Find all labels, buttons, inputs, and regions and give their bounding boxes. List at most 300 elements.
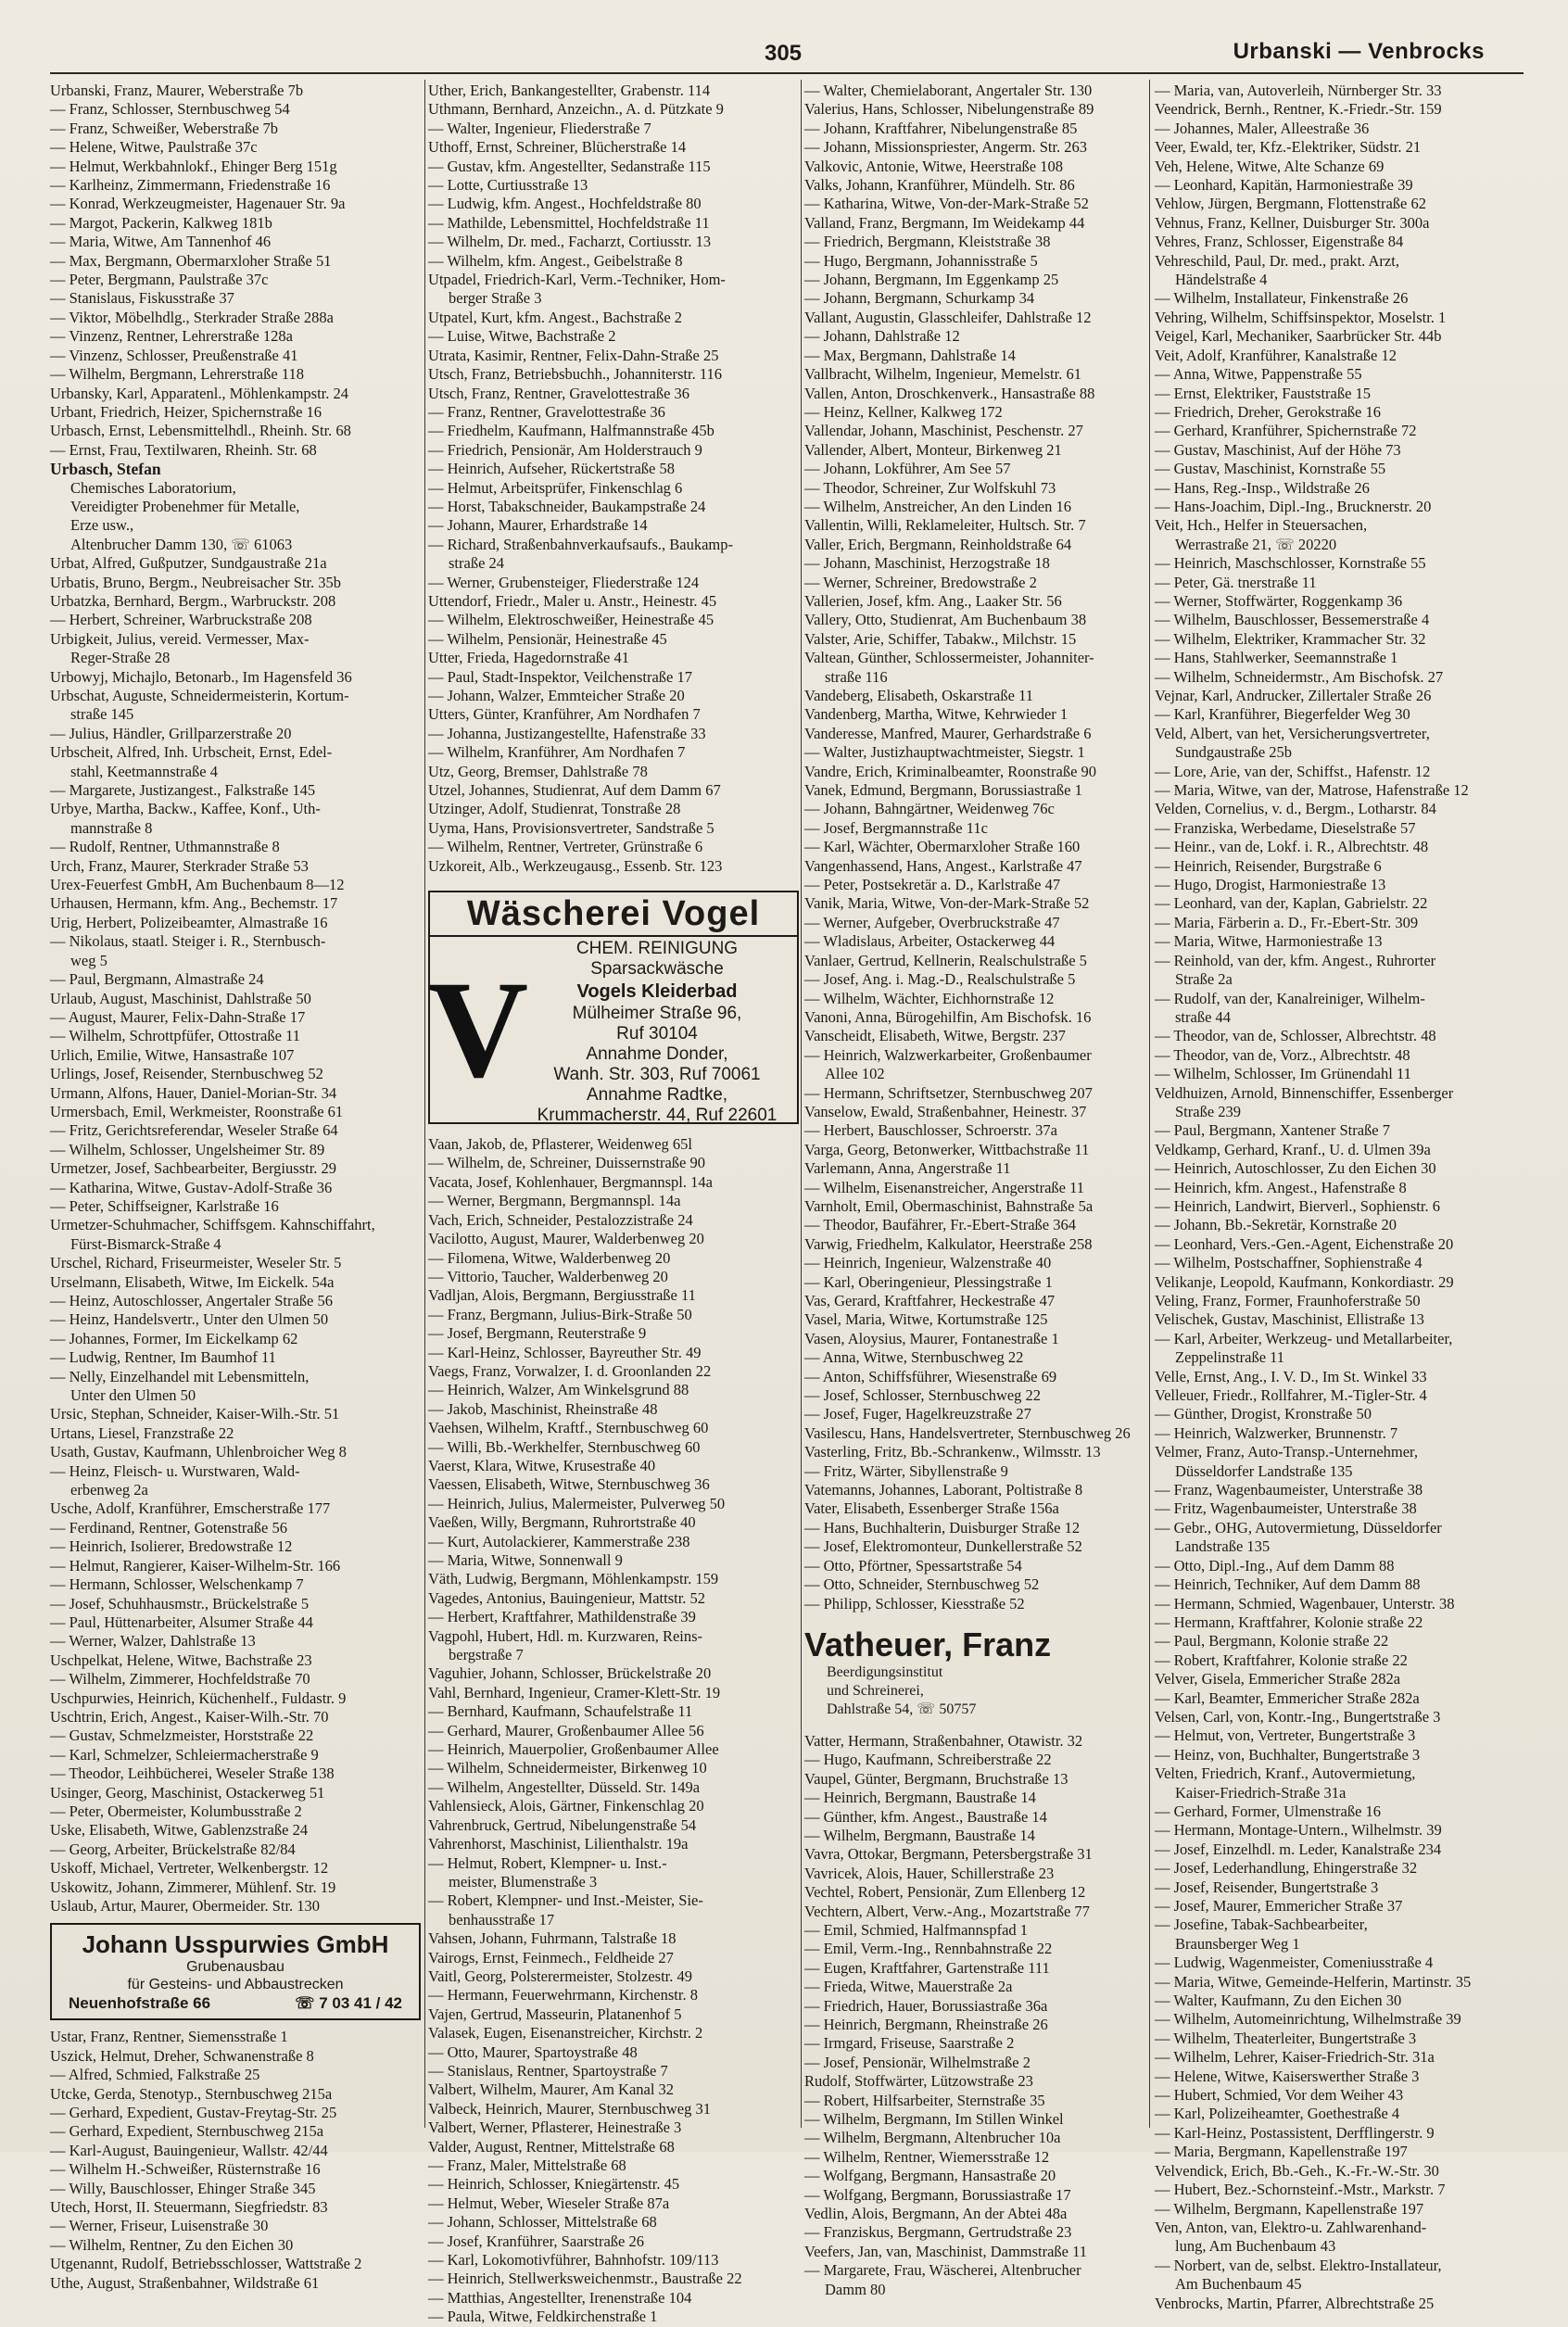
directory-entry: — Maria, Witwe, van der, Matrose, Hafenstraße 12 xyxy=(1155,781,1469,800)
directory-entry: Urmersbach, Emil, Werkmeister, Roonstraße 61 xyxy=(50,1102,344,1120)
directory-entry: — Paul, Stadt-Inspektor, Veilchenstraße 17 xyxy=(428,667,692,686)
directory-entry: Vaerst, Klara, Witwe, Krusestraße 40 xyxy=(428,1456,656,1474)
directory-entry: — Eugen, Kraftfahrer, Gartenstraße 111 xyxy=(804,1958,1050,1977)
directory-entry: — Karlheinz, Zimmermann, Friedenstraße 16 xyxy=(50,176,331,195)
directory-entry: — Rudolf, Rentner, Uthmannstraße 8 xyxy=(50,838,280,856)
directory-entry: — Günther, Drogist, Kronstraße 50 xyxy=(1155,1405,1372,1423)
directory-entry: — Filomena, Witwe, Walderbenweg 20 xyxy=(428,1248,671,1267)
directory-entry: Valbert, Wilhelm, Maurer, Am Kanal 32 xyxy=(428,2080,675,2099)
directory-entry: Varwig, Friedhelm, Kalkulator, Heerstraße 258 xyxy=(804,1234,1093,1253)
directory-entry: — Friedrich, Bergmann, Kleiststraße 38 xyxy=(804,233,1051,251)
directory-entry: Vanik, Maria, Witwe, Von-der-Mark-Straße 52 xyxy=(804,894,1090,913)
directory-entry: — Maria, Witwe, Gemeinde-Helferin, Martinstr. 35 xyxy=(1155,1972,1472,1991)
directory-entry: — Maria, Färberin a. D., Fr.-Ebert-Str. 309 xyxy=(1155,913,1419,931)
directory-entry: — Karl, Arbeiter, Werkzeug- und Metallarbeiter, xyxy=(1155,1329,1453,1347)
directory-entry: Vandenberg, Martha, Witwe, Kehrwieder 1 xyxy=(804,705,1069,724)
directory-entry: Landstraße 135 xyxy=(1175,1537,1271,1556)
directory-entry: — Karl, Polizeiheamter, Goethestraße 4 xyxy=(1155,2105,1400,2123)
directory-entry: — Johann, Dahlstraße 12 xyxy=(804,327,960,346)
ad-line: CHEM. REINIGUNG xyxy=(575,939,739,959)
directory-entry: — Gerhard, Maurer, Großenbaumer Allee 56 xyxy=(428,1721,704,1739)
directory-entry: Uskowitz, Johann, Zimmerer, Mühlenf. Str. 19 xyxy=(50,1878,336,1896)
ad-line: Mülheimer Straße 96, xyxy=(572,1004,742,1024)
directory-entry: — Josef, Bergmann, Reuterstraße 9 xyxy=(428,1324,647,1343)
directory-entry: Vandre, Erich, Kriminalbeamter, Roonstraße 90 xyxy=(804,762,1097,780)
directory-entry: — Otto, Pförtner, Spessartstraße 54 xyxy=(804,1556,1022,1575)
directory-entry: — Paul, Bergmann, Kolonie straße 22 xyxy=(1155,1632,1389,1650)
directory-entry: — Josef, Ang. i. Mag.-D., Realschulstraße 5 xyxy=(804,970,1076,989)
directory-entry: Utech, Horst, II. Steuermann, Siegfriedstr. 83 xyxy=(50,2198,328,2217)
directory-entry: Utzinger, Adolf, Studienrat, Tonstraße 28 xyxy=(428,800,681,818)
directory-entry: — Horst, Tabakschneider, Baukampstraße 24 xyxy=(428,497,706,515)
directory-entry: — Frieda, Witwe, Mauerstraße 2a xyxy=(804,1978,1013,1996)
ad-line: Vogels Kleiderbad xyxy=(576,981,738,1003)
directory-entry: — Alfred, Schmied, Falkstraße 25 xyxy=(50,2066,260,2084)
directory-entry: Vacilotto, August, Maurer, Walderbenweg 20 xyxy=(428,1230,704,1248)
directory-entry: — Franz, Bergmann, Julius-Birk-Straße 50 xyxy=(428,1305,692,1323)
directory-entry: — Franz, Rentner, Gravelottestraße 36 xyxy=(428,402,665,421)
directory-entry: Werrastraße 21, ☏ 20220 xyxy=(1175,535,1337,553)
directory-entry: — Johann, Maurer, Erhardstraße 14 xyxy=(428,516,648,535)
directory-entry: Utzel, Johannes, Studienrat, Auf dem Damm 67 xyxy=(428,781,721,800)
directory-entry: Ustar, Franz, Rentner, Siemensstraße 1 xyxy=(50,2028,288,2046)
directory-entry: — Ludwig, kfm. Angest., Hochfeldstraße 80 xyxy=(428,195,702,213)
directory-entry: Velikanje, Leopold, Kaufmann, Konkordiastr. 29 xyxy=(1155,1272,1454,1291)
directory-entry: — Theodor, Leihbücherei, Weseler Straße 138 xyxy=(50,1764,335,1783)
directory-entry: Urtans, Liesel, Franzstraße 22 xyxy=(50,1423,234,1442)
directory-entry: Vach, Erich, Schneider, Pestalozzistraße 24 xyxy=(428,1210,693,1229)
directory-entry: — Johann, Lokführer, Am See 57 xyxy=(804,460,1011,478)
directory-entry: — Emil, Verm.-Ing., Rennbahnstraße 22 xyxy=(804,1940,1053,1958)
directory-entry: — Lore, Arie, van der, Schiffst., Hafenstr. 12 xyxy=(1155,762,1431,780)
directory-entry: Valkovic, Antonie, Witwe, Heerstraße 108 xyxy=(804,157,1064,175)
directory-entry: — Gustav, Maschinist, Kornstraße 55 xyxy=(1155,460,1386,478)
directory-entry: Chemisches Laboratorium, xyxy=(70,478,236,497)
directory-entry: Allee 102 xyxy=(825,1065,885,1083)
directory-entry: — Josef, Maurer, Emmericher Straße 37 xyxy=(1155,1897,1403,1915)
directory-entry: Vandeberg, Elisabeth, Oskarstraße 11 xyxy=(804,687,1033,704)
directory-entry: — Helene, Witwe, Kaiserswerther Straße 3 xyxy=(1155,2067,1420,2085)
directory-entry: — Wolfgang, Bergmann, Borussiastraße 17 xyxy=(804,2185,1071,2204)
directory-entry: Uskoff, Michael, Vertreter, Welkenbergstr. 12 xyxy=(50,1859,329,1878)
directory-entry: — Theodor, van de, Vorz., Albrechtstr. 48 xyxy=(1155,1045,1410,1064)
directory-entry: Vedlin, Alois, Bergmann, An der Abtei 48a xyxy=(804,2205,1068,2223)
directory-entry: — Heinrich, Landwirt, Bierverl., Sophienstr. 6 xyxy=(1155,1196,1440,1215)
directory-entry: — Johann, Bb.-Sekretär, Kornstraße 20 xyxy=(1155,1216,1397,1234)
column-1-entries-after xyxy=(50,2028,421,2293)
directory-entry: — Hermann, Montage-Untern., Wilhelmstr. 39 xyxy=(1155,1821,1442,1840)
ad-line: Annahme Radtke, xyxy=(586,1085,728,1106)
directory-entry: Vasterling, Fritz, Bb.-Schrankenw., Wilmsstr. 13 xyxy=(804,1443,1101,1461)
directory-entry: — Heinrich, Walzwerker, Brunnenstr. 7 xyxy=(1155,1423,1398,1442)
directory-entry: — Margot, Packerin, Kalkweg 181b xyxy=(50,213,272,232)
directory-entry: Urbye, Martha, Backw., Kaffee, Konf., Uth- xyxy=(50,800,321,818)
directory-entry: Vehnus, Franz, Kellner, Duisburger Str. 300a xyxy=(1155,213,1430,232)
directory-entry: Urch, Franz, Maurer, Sterkrader Straße 53 xyxy=(50,856,309,875)
directory-entry: Uttendorf, Friedr., Maler u. Anstr., Heinestr. 45 xyxy=(428,591,717,610)
directory-entry: Sundgaustraße 25b xyxy=(1175,743,1293,762)
directory-entry: — Wilhelm, Bauschlosser, Bessemerstraße 4 xyxy=(1155,611,1430,629)
directory-entry: — Nikolaus, staatl. Steiger i. R., Sternbusch- xyxy=(50,932,326,951)
directory-entry: — Wilhelm, Lehrer, Kaiser-Friedrich-Str. 31a xyxy=(1155,2048,1435,2067)
directory-entry: — Julius, Händler, Grillparzerstraße 20 xyxy=(50,724,292,742)
directory-entry: — Wilhelm, Bergmann, Altenbrucher 10a xyxy=(804,2129,1061,2147)
directory-entry: — Wilhelm, Automeinrichtung, Wilhelmstraße 39 xyxy=(1155,2010,1461,2029)
directory-entry: — Helmut, Weber, Wieseler Straße 87a xyxy=(428,2194,670,2212)
directory-entry: — Vittorio, Taucher, Walderbenweg 20 xyxy=(428,1267,668,1285)
directory-entry: Erze usw., xyxy=(70,516,134,535)
directory-entry: Uschpurwies, Heinrich, Küchenhelf., Fuldastr. 9 xyxy=(50,1688,347,1707)
directory-entry: — Franz, Wagenbaumeister, Unterstraße 38 xyxy=(1155,1481,1423,1499)
directory-entry: — Wilhelm, Schneidermstr., Am Bischofsk. 27 xyxy=(1155,667,1444,686)
directory-entry: — Heinrich, Stellwerksweichenmstr., Baustraße 22 xyxy=(428,2270,742,2288)
directory-entry: Vahl, Bernhard, Ingenieur, Cramer-Klett-Str. 19 xyxy=(428,1683,721,1701)
directory-entry: Utters, Günter, Kranführer, Am Nordhafen 7 xyxy=(428,705,701,724)
directory-entry: Unter den Ulmen 50 xyxy=(70,1386,196,1405)
directory-entry: — Helmut, von, Vertreter, Bungertstraße 3 xyxy=(1155,1726,1416,1745)
directory-entry: — Anna, Witwe, Pappenstraße 55 xyxy=(1155,365,1362,384)
directory-entry: — Herbert, Schreiner, Warbruckstraße 208 xyxy=(50,611,312,629)
directory-entry: — Gerhard, Former, Ulmenstraße 16 xyxy=(1155,1802,1382,1820)
directory-entry: Urbigkeit, Julius, vereid. Vermesser, Max- xyxy=(50,629,310,648)
ad-body xyxy=(523,939,791,1126)
directory-entry: Vehres, Franz, Schlosser, Eigenstraße 84 xyxy=(1155,233,1404,251)
directory-entry: — Katharina, Witwe, Gustav-Adolf-Straße 36 xyxy=(50,1178,333,1196)
directory-entry: Uther, Erich, Bankangestellter, Grabenstr. 114 xyxy=(428,82,711,99)
directory-entry: Vaeßen, Willy, Bergmann, Ruhrortstraße 40 xyxy=(428,1513,696,1532)
directory-entry: Vahlensieck, Alois, Gärtner, Finkenschlag 20 xyxy=(428,1797,704,1815)
directory-entry: — Max, Bergmann, Dahlstraße 14 xyxy=(804,346,1016,364)
directory-entry: — Heinrich, Maschschlosser, Kornstraße 55 xyxy=(1155,554,1426,573)
directory-entry: — Anton, Schiffsführer, Wiesenstraße 69 xyxy=(804,1367,1057,1385)
directory-entry: Varga, Georg, Betonwerker, Wittbachstraße 11 xyxy=(804,1140,1090,1158)
directory-entry: — Ernst, Elektriker, Fauststraße 15 xyxy=(1155,384,1372,402)
directory-entry: — Wilhelm, Zimmerer, Hochfeldstraße 70 xyxy=(50,1670,310,1688)
directory-entry: Vasel, Maria, Witwe, Kortumstraße 125 xyxy=(804,1310,1048,1329)
directory-entry: — Heinrich, Techniker, Auf dem Damm 88 xyxy=(1155,1575,1421,1594)
directory-entry: — Lotte, Curtiusstraße 13 xyxy=(428,176,588,195)
directory-entry: — Karl, Oberingenieur, Plessingstraße 1 xyxy=(804,1272,1053,1291)
directory-entry: Utsch, Franz, Rentner, Gravelottestraße 36 xyxy=(428,384,690,402)
directory-entry: Urbschat, Auguste, Schneidermeisterin, Kortum- xyxy=(50,687,349,704)
directory-entry: — Josef, Schlosser, Sternbuschweg 22 xyxy=(804,1386,1042,1405)
directory-entry: — Anna, Witwe, Sternbuschweg 22 xyxy=(804,1348,1024,1367)
directory-entry: — Wilhelm, Bergmann, Kapellenstraße 197 xyxy=(1155,2199,1424,2218)
directory-entry: — Wilhelm, Bergmann, Lehrerstraße 118 xyxy=(50,365,304,384)
directory-entry: — Walter, Kaufmann, Zu den Eichen 30 xyxy=(1155,1992,1402,2010)
directory-entry: Utpatel, Kurt, kfm. Angest., Bachstraße 2 xyxy=(428,308,683,326)
directory-entry: — Helmut, Robert, Klempner- u. Inst.- xyxy=(428,1853,667,1872)
ad-line: Ruf 30104 xyxy=(616,1024,698,1044)
directory-entry: Velten, Friedrich, Kranf., Autovermietung, xyxy=(1155,1764,1416,1783)
ad-line: Grubenausbau xyxy=(186,1959,285,1976)
header-rule xyxy=(50,72,1524,74)
directory-entry: — Werner, Grubensteiger, Fliederstraße 124 xyxy=(428,573,700,591)
advertisement-vatheuer xyxy=(804,1623,1175,1723)
directory-entry: — Willi, Bb.-Werkhelfer, Sternbuschweg 60 xyxy=(428,1437,701,1456)
directory-entry: — Karl-Heinz, Postassistent, Derfflingerstr. 9 xyxy=(1155,2123,1435,2142)
directory-entry: — Friedrich, Hauer, Borussiastraße 36a xyxy=(804,1996,1048,2015)
directory-entry: — Fritz, Wagenbaumeister, Unterstraße 38 xyxy=(1155,1499,1417,1518)
directory-entry: — Walter, Ingenieur, Fliederstraße 7 xyxy=(428,119,651,137)
directory-entry: — Paula, Witwe, Feldkirchenstraße 1 xyxy=(428,2308,658,2326)
directory-entry: — Josef, Elektromonteur, Dunkellerstraße 52 xyxy=(804,1537,1082,1556)
directory-entry: — Emil, Schmied, Halfmannspfad 1 xyxy=(804,1920,1029,1939)
directory-entry: Usinger, Georg, Maschinist, Ostackerweg 51 xyxy=(50,1783,325,1802)
directory-entry: Vallen, Anton, Droschkenverk., Hansastraße 88 xyxy=(804,384,1095,402)
directory-entry: — Friedrich, Dreher, Gerokstraße 16 xyxy=(1155,402,1382,421)
directory-entry: — Paul, Bergmann, Almastraße 24 xyxy=(50,970,264,989)
directory-entry: — Hubert, Bez.-Schornsteinf.-Mstr., Markstr. 7 xyxy=(1155,2181,1446,2199)
directory-entry: — August, Maurer, Felix-Dahn-Straße 17 xyxy=(50,1007,306,1026)
directory-entry: — Hans, Buchhalterin, Duisburger Straße 12 xyxy=(804,1518,1081,1537)
directory-entry: — Heinz, von, Buchhalter, Bungertstraße 3 xyxy=(1155,1745,1421,1764)
directory-entry: Urlaub, August, Maschinist, Dahlstraße 50 xyxy=(50,989,311,1007)
directory-entry: — Johann, Maschinist, Herzogstraße 18 xyxy=(804,554,1050,573)
directory-entry: — Josef, Bergmannstraße 11c xyxy=(804,818,988,837)
directory-entry: Varnholt, Emil, Obermaschinist, Bahnstraße 5a xyxy=(804,1196,1094,1215)
column-divider xyxy=(424,80,425,2128)
directory-entry: — Johann, Bergmann, Im Eggenkamp 25 xyxy=(804,271,1059,289)
directory-entry: — Johann, Walzer, Emmteicher Straße 20 xyxy=(428,687,685,704)
directory-entry: — Luise, Witwe, Bachstraße 2 xyxy=(428,327,616,346)
directory-entry: — Heinrich, Autoschlosser, Zu den Eichen 30 xyxy=(1155,1159,1436,1178)
ad-address: Neuenhofstraße 66 xyxy=(69,1994,211,2013)
directory-entry: Veit, Adolf, Kranführer, Kanalstraße 12 xyxy=(1155,346,1397,364)
directory-entry: Valks, Johann, Kranführer, Mündelh. Str. 86 xyxy=(804,176,1075,195)
directory-entry: — Vinzenz, Schlosser, Preußenstraße 41 xyxy=(50,346,298,364)
directory-entry: Vallerien, Josef, kfm. Ang., Laaker Str. 56 xyxy=(804,591,1062,610)
directory-entry: Vatemanns, Johannes, Laborant, Poltistraße 8 xyxy=(804,1481,1083,1499)
directory-entry: Uslaub, Artur, Maurer, Obermeider. Str. 130 xyxy=(50,1897,321,1915)
directory-entry: Vavricek, Alois, Hauer, Schillerstraße 23 xyxy=(804,1864,1055,1882)
directory-entry: Vavra, Ottokar, Bergmann, Petersbergstraße 31 xyxy=(804,1845,1093,1864)
directory-entry: Urmetzer-Schuhmacher, Schiffsgem. Kahnschiffahrt, xyxy=(50,1216,375,1234)
directory-entry: Utter, Frieda, Hagedornstraße 41 xyxy=(428,649,629,667)
column-4-entries xyxy=(1155,82,1525,2313)
directory-entry: — Wilhelm, Bergmann, Baustraße 14 xyxy=(804,1826,1035,1844)
directory-entry: — Hermann, Schlosser, Welschenkamp 7 xyxy=(50,1575,304,1594)
directory-entry: Urmetzer, Josef, Sachbearbeiter, Bergiusstr. 29 xyxy=(50,1159,337,1178)
directory-entry: — Hubert, Schmied, Vor dem Weiher 43 xyxy=(1155,2086,1404,2105)
directory-entry: — Ernst, Frau, Textilwaren, Rheinh. Str. 68 xyxy=(50,440,317,459)
directory-entry: — Josef, Lederhandlung, Ehingerstraße 32 xyxy=(1155,1859,1418,1878)
directory-entry: bergstraße 7 xyxy=(449,1646,524,1664)
directory-entry: Velsen, Carl, von, Kontr.-Ing., Bungertstraße 3 xyxy=(1155,1707,1441,1726)
column-4 xyxy=(1155,82,1525,2312)
directory-entry: Urbowyj, Michajlo, Betonarb., Im Hagensfeld 36 xyxy=(50,667,352,686)
ad-phone: ☏ 7 03 41 / 42 xyxy=(295,1994,402,2013)
directory-entry: Utz, Georg, Bremser, Dahlstraße 78 xyxy=(428,762,648,780)
directory-entry: — Wilhelm, Rentner, Zu den Eichen 30 xyxy=(50,2235,294,2254)
directory-entry: — Franziska, Werbedame, Dieselstraße 57 xyxy=(1155,818,1416,837)
directory-entry: — Karl, Wächter, Obermarxloher Straße 160 xyxy=(804,838,1081,856)
directory-entry: — Theodor, Schreiner, Zur Wolfskuhl 73 xyxy=(804,478,1056,497)
directory-entry: — Reinhold, van der, kfm. Angest., Ruhrorter xyxy=(1155,951,1436,969)
directory-entry: — Margarete, Frau, Wäscherei, Altenbrucher xyxy=(804,2261,1081,2280)
directory-entry: Vadljan, Alois, Bergmann, Bergiusstraße 11 xyxy=(428,1286,696,1305)
directory-entry: — Wilhelm, Kranführer, Am Nordhafen 7 xyxy=(428,743,686,762)
directory-entry: Valbert, Werner, Pflasterer, Heinestraße 3 xyxy=(428,2118,682,2137)
directory-entry: Vallender, Albert, Monteur, Birkenweg 21 xyxy=(804,440,1062,459)
directory-entry: — Richard, Straßenbahnverkaufsaufs., Baukamp- xyxy=(428,535,733,553)
directory-entry: Uschtrin, Erich, Angest., Kaiser-Wilh.-Str. 70 xyxy=(50,1707,329,1726)
directory-entry: Altenbrucher Damm 130, ☏ 61063 xyxy=(70,535,293,553)
directory-entry: Valler, Erich, Bergmann, Reinholdstraße 64 xyxy=(804,535,1072,553)
directory-entry: — Heinrich, Schlosser, Kniegärtenstr. 45 xyxy=(428,2175,680,2194)
directory-entry: — Johannes, Maler, Alleestraße 36 xyxy=(1155,119,1370,137)
directory-entry: — Heinz, Handelsvertr., Unter den Ulmen 50 xyxy=(50,1310,329,1329)
directory-entry: — Wladislaus, Arbeiter, Ostackerweg 44 xyxy=(804,932,1056,951)
ad-line: und Schreinerei, xyxy=(827,1682,924,1699)
directory-entry: — Werner, Friseur, Luisenstraße 30 xyxy=(50,2217,269,2235)
directory-entry: — Rudolf, van der, Kanalreiniger, Wilhelm- xyxy=(1155,989,1425,1007)
directory-entry: — Hermann, Kraftfahrer, Kolonie straße 22 xyxy=(1155,1612,1423,1631)
directory-entry: Varlemann, Anna, Angerstraße 11 xyxy=(804,1159,1011,1178)
directory-entry: — Gustav, Schmelzmeister, Horststraße 22 xyxy=(50,1726,314,1745)
directory-entry: — Wilhelm, de, Schreiner, Duissernstraße 90 xyxy=(428,1154,705,1172)
directory-entry: — Wilhelm, Installateur, Finkenstraße 26 xyxy=(1155,289,1409,308)
directory-entry: — Franziskus, Bergmann, Gertrudstraße 23 xyxy=(804,2223,1072,2242)
directory-entry: — Hans, Stahlwerker, Seemannstraße 1 xyxy=(1155,649,1398,667)
directory-entry: — Werner, Schreiner, Bredowstraße 2 xyxy=(804,573,1037,591)
directory-entry: Am Buchenbaum 45 xyxy=(1175,2275,1302,2294)
directory-entry: Uske, Elisabeth, Witwe, Gablenzstraße 24 xyxy=(50,1821,309,1840)
directory-entry: — Heinr., van de, Lokf. i. R., Albrechtstr. 48 xyxy=(1155,838,1429,856)
directory-entry: Venbrocks, Martin, Pfarrer, Albrechtstraße 25 xyxy=(1155,2294,1435,2312)
directory-entry: Veling, Franz, Former, Fraunhoferstraße 50 xyxy=(1155,1292,1421,1309)
directory-entry: Vaessen, Elisabeth, Witwe, Sternbuschweg 36 xyxy=(428,1475,710,1494)
directory-entry: — Otto, Schneider, Sternbuschweg 52 xyxy=(804,1575,1040,1594)
directory-entry: Vagpohl, Hubert, Hdl. m. Kurzwaren, Reins- xyxy=(428,1626,703,1645)
directory-entry: benhausstraße 17 xyxy=(449,1910,555,1929)
directory-entry: Vallentin, Willi, Reklameleiter, Hultsch. Str. 7 xyxy=(804,516,1086,535)
directory-entry: — Willy, Bauschlosser, Ehinger Straße 345 xyxy=(50,2179,316,2197)
directory-entry: Straße 2a xyxy=(1175,970,1233,989)
directory-entry: Urlich, Emilie, Witwe, Hansastraße 107 xyxy=(50,1045,295,1064)
directory-entry: Vaehsen, Wilhelm, Kraftf., Sternbuschweg 60 xyxy=(428,1419,709,1437)
directory-entry: — Theodor, van de, Schlosser, Albrechtstr. 48 xyxy=(1155,1027,1436,1045)
directory-entry: Veendrick, Bernh., Rentner, K.-Friedr.-Str. 159 xyxy=(1155,100,1442,119)
directory-entry: Urbatis, Bruno, Bergm., Neubreisacher Str. 35b xyxy=(50,573,342,591)
directory-entry: Vajen, Gertrud, Masseurin, Platanenhof 5 xyxy=(428,2005,682,2023)
directory-entry: Vangenhassend, Hans, Angest., Karlstraße 47 xyxy=(804,856,1082,875)
directory-entry: — Peter, Obermeister, Kolumbusstraße 2 xyxy=(50,1802,302,1820)
directory-entry: Düsseldorfer Landstraße 135 xyxy=(1175,1461,1353,1480)
directory-entry: — Hermann, Feuerwehrmann, Kirchenstr. 8 xyxy=(428,1986,698,2005)
directory-entry: — Friedhelm, Kaufmann, Halfmannstraße 45b xyxy=(428,422,714,440)
directory-entry: — Walter, Chemielaborant, Angertaler Str. 130 xyxy=(804,82,1093,99)
directory-entry: — Helmut, Arbeitsprüfer, Finkenschlag 6 xyxy=(428,478,683,497)
directory-entry: Urselmann, Elisabeth, Witwe, Im Eickelk. 54a xyxy=(50,1272,335,1291)
directory-entry: — Hermann, Schriftsetzer, Sternbuschweg 207 xyxy=(804,1083,1093,1102)
ad-line: Annahme Donder, xyxy=(586,1044,728,1065)
directory-entry: — Wilhelm, Anstreicher, An den Linden 16 xyxy=(804,497,1071,515)
column-3-entries xyxy=(804,82,1175,1613)
directory-entry: — Wolfgang, Bergmann, Hansastraße 20 xyxy=(804,2167,1056,2185)
directory-entry: — Mathilde, Lebensmittel, Hochfeldstraße 11 xyxy=(428,213,710,232)
directory-entry: — Heinrich, Aufseher, Rückertstraße 58 xyxy=(428,460,676,478)
directory-entry: — Heinrich, Bergmann, Baustraße 14 xyxy=(804,1789,1036,1807)
directory-entry: — Günther, kfm. Angest., Baustraße 14 xyxy=(804,1807,1047,1826)
column-2 xyxy=(427,82,799,2326)
column-1 xyxy=(50,82,421,2292)
directory-entry: — Helene, Witwe, Paulstraße 37c xyxy=(50,138,258,157)
directory-entry: Velischek, Gustav, Maschinist, Ellistraße 13 xyxy=(1155,1310,1424,1329)
directory-entry: — Heinrich, Ingenieur, Walzenstraße 40 xyxy=(804,1254,1052,1272)
directory-entry: Vanoni, Anna, Bürogehilfin, Am Bischofsk. 16 xyxy=(804,1007,1092,1026)
directory-entry: — Wilhelm, Schrottpfüfer, Ottostraße 11 xyxy=(50,1027,300,1045)
ad-title: Vatheuer, Franz xyxy=(804,1625,1052,1663)
directory-entry: Urhausen, Hermann, kfm. Ang., Bechemstr. 17 xyxy=(50,894,338,913)
directory-entry: Vehlow, Jürgen, Bergmann, Flottenstraße 62 xyxy=(1155,195,1426,213)
directory-entry: Vairogs, Ernst, Feinmech., Feldheide 27 xyxy=(428,1948,674,1967)
directory-entry: — Maria, Witwe, Harmoniestraße 13 xyxy=(1155,932,1383,951)
directory-entry: — Wilhelm, Elektriker, Krammacher Str. 32 xyxy=(1155,629,1426,648)
directory-entry: meister, Blumenstraße 3 xyxy=(449,1872,598,1891)
directory-entry: — Wilhelm, Theaterleiter, Bungertstraße 3 xyxy=(1155,2029,1417,2047)
directory-entry: Braunsberger Weg 1 xyxy=(1175,1934,1300,1953)
directory-entry: — Matthias, Angestellter, Irenenstraße 104 xyxy=(428,2288,692,2307)
directory-entry: — Gebr., OHG, Autovermietung, Düsseldorfer xyxy=(1155,1518,1442,1537)
column-1-entries xyxy=(50,82,421,1916)
advertisement-usspurwies xyxy=(50,1923,421,2020)
directory-entry: — Helmut, Rangierer, Kaiser-Wilhelm-Str. 166 xyxy=(50,1556,341,1575)
directory-entry: — Konrad, Werkzeugmeister, Hagenauer Str. 9a xyxy=(50,195,346,213)
directory-entry: lung, Am Buchenbaum 43 xyxy=(1175,2237,1336,2256)
directory-entry: — Wilhelm, Elektroschweißer, Heinestraße 45 xyxy=(428,611,714,629)
ad-line: für Gesteins- und Abbaustrecken xyxy=(127,1977,344,1993)
directory-entry: — Wilhelm, Schneidermeister, Birkenweg 10 xyxy=(428,1759,707,1777)
directory-entry: — Maria, van, Autoverleih, Nürnberger Str. 33 xyxy=(1155,82,1442,99)
directory-entry: Vaegs, Franz, Vorwalzer, I. d. Groonlanden 22 xyxy=(428,1361,712,1380)
directory-entry: — Hans-Joachim, Dipl.-Ing., Brucknerstr. 20 xyxy=(1155,497,1432,515)
directory-entry: — Hugo, Bergmann, Johannisstraße 5 xyxy=(804,251,1038,270)
directory-entry: — Franz, Schweißer, Weberstraße 7b xyxy=(50,119,279,137)
directory-entry: Urbasch, Ernst, Lebensmittelhdl., Rheinh. Str. 68 xyxy=(50,422,351,440)
column-2-entries xyxy=(428,82,799,876)
directory-entry: — Wilhelm, Schlosser, Im Grünendahl 11 xyxy=(1155,1065,1411,1083)
directory-entry: Uthmann, Bernhard, Anzeichn., A. d. Pützkate 9 xyxy=(428,100,724,119)
directory-entry: — Viktor, Möbelhdlg., Sterkrader Straße 288a xyxy=(50,308,334,326)
advertisement-waescherei-vogel xyxy=(428,891,799,1124)
directory-entry: — Hans, Reg.-Insp., Wildstraße 26 xyxy=(1155,478,1370,497)
directory-entry: Ursic, Stephan, Schneider, Kaiser-Wilh.-Str. 51 xyxy=(50,1405,340,1423)
directory-entry: — Josef, Einzelhdl. m. Leder, Kanalstraße 234 xyxy=(1155,1840,1442,1858)
directory-entry: — Josef, Kranführer, Saarstraße 26 xyxy=(428,2232,645,2250)
directory-entry: Reger-Straße 28 xyxy=(70,649,171,667)
directory-entry: — Werner, Stoffwärter, Roggenkamp 36 xyxy=(1155,591,1403,610)
directory-entry: — Margarete, Justizangest., Falkstraße 145 xyxy=(50,781,316,800)
directory-entry: Kaiser-Friedrich-Straße 31a xyxy=(1175,1783,1347,1802)
directory-entry: Zeppelinstraße 11 xyxy=(1175,1348,1285,1367)
directory-entry: Uthoff, Ernst, Schreiner, Blücherstraße 14 xyxy=(428,138,687,157)
directory-entry: — Herbert, Bauschlosser, Schroerstr. 37a xyxy=(804,1121,1057,1140)
directory-entry: straße 116 xyxy=(825,667,888,686)
directory-entry: — Heinrich, Walzwerkarbeiter, Großenbaumer xyxy=(804,1045,1092,1064)
directory-entry: Vanek, Edmund, Bergmann, Borussiastraße 1 xyxy=(804,781,1082,800)
directory-entry: — Heinrich, Julius, Malermeister, Pulverweg 50 xyxy=(428,1494,726,1512)
directory-entry: Utgenannt, Rudolf, Betriebsschlosser, Wattstraße 2 xyxy=(50,2255,362,2273)
directory-entry: Utcke, Gerda, Stenotyp., Sternbuschweg 215a xyxy=(50,2084,333,2103)
directory-entry: Vahrenbruck, Gertrud, Nibelungenstraße 54 xyxy=(428,1815,697,1834)
directory-entry: — Wilhelm, Postschaffner, Sophienstraße 4 xyxy=(1155,1254,1423,1272)
directory-entry: Urmann, Alfons, Hauer, Daniel-Morian-Str. 34 xyxy=(50,1083,337,1102)
directory-entry: — Gustav, Maschinist, Auf der Höhe 73 xyxy=(1155,440,1401,459)
directory-entry: Vasen, Aloysius, Maurer, Fontanestraße 1 xyxy=(804,1329,1059,1347)
directory-entry: — Walter, Justizhauptwachtmeister, Siegstr. 1 xyxy=(804,743,1085,762)
directory-entry: Urschel, Richard, Friseurmeister, Weseler Str. 5 xyxy=(50,1254,342,1272)
